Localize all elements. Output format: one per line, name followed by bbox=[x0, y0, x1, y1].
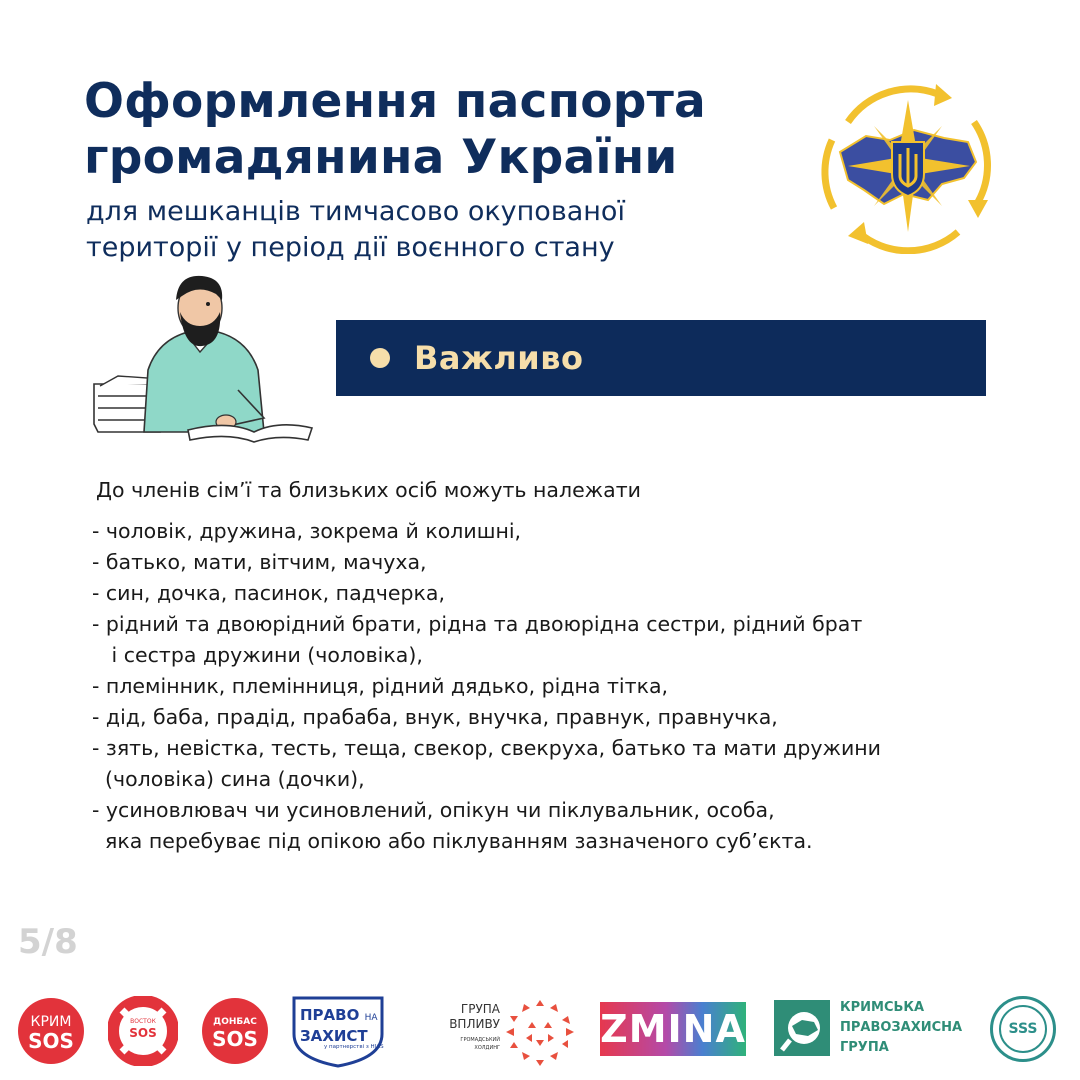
list-item: - чоловік, дружина, зокрема й колишні, bbox=[92, 519, 522, 543]
sss-logo bbox=[990, 996, 1056, 1062]
krymska-pravozakhysna-emblem bbox=[774, 1000, 830, 1056]
crimea-magnifier-icon bbox=[774, 1000, 830, 1056]
vostok-sos-logo bbox=[108, 996, 178, 1066]
hrupa-logo-line-3: ГРОМАДСЬКИЙ bbox=[460, 1037, 500, 1043]
hrupa-vplyvu-logo bbox=[430, 998, 580, 1068]
list-item: - рідний та двоюрідний брати, рідна та двоюрідна сестри, рідний брат bbox=[92, 612, 863, 636]
donbas-sos-logo bbox=[202, 998, 268, 1064]
pravo-logo-partner: у партнерстві з HIAS bbox=[324, 1044, 384, 1050]
page-subtitle bbox=[86, 194, 806, 266]
krym-sos-logo-top: КРИМ bbox=[30, 1014, 72, 1030]
intro-text: До членів сім’ї та близьких осіб можуть належати bbox=[96, 478, 641, 502]
krymska-logo-line-1: КРИМСЬКА bbox=[840, 1000, 925, 1015]
krym-sos-logo-bottom: SOS bbox=[28, 1029, 74, 1053]
zmina-logo bbox=[600, 1002, 746, 1056]
pravo-logo-word-1: ПРАВО bbox=[300, 1006, 360, 1024]
krymska-logo-line-3: ГРУПА bbox=[840, 1040, 889, 1055]
list-item: - усиновлювач чи усиновлений, опікун чи піклувальник, особа, bbox=[92, 798, 775, 822]
krym-sos-logo bbox=[18, 998, 84, 1064]
hrupa-logo-line-2: ВПЛИВУ bbox=[449, 1017, 500, 1031]
page-indicator: 5/8 bbox=[18, 922, 78, 962]
arrows-burst-icon bbox=[502, 998, 578, 1068]
partner-logos bbox=[0, 990, 1080, 1070]
zmina-logo-text: ZMINA bbox=[600, 1007, 746, 1051]
subtitle-line-1: для мешканців тимчасово окупованої bbox=[86, 196, 625, 227]
pravo-logo-word-2: НА bbox=[364, 1013, 378, 1023]
pravo-na-zakhyst-logo bbox=[290, 994, 386, 1068]
krymska-logo-line-2: ПРАВОЗАХИСНА bbox=[840, 1020, 963, 1035]
pravo-logo-word-3: ЗАХИСТ bbox=[300, 1027, 368, 1045]
hrupa-logo-line-4: ХОЛДИНГ bbox=[474, 1045, 500, 1051]
page-title bbox=[84, 74, 804, 186]
title-line-1: Оформлення паспорта bbox=[84, 74, 706, 129]
donbas-sos-logo-bottom: SOS bbox=[212, 1027, 258, 1051]
vostok-sos-logo-top: ВОСТОК bbox=[130, 1018, 156, 1025]
bullet-dot-icon bbox=[370, 348, 390, 368]
vostok-sos-logo-bottom: SOS bbox=[129, 1026, 157, 1040]
hrupa-logo-line-1: ГРУПА bbox=[460, 1002, 500, 1016]
list-item: - син, дочка, пасинок, падчерка, bbox=[92, 581, 446, 605]
banner-label: Важливо bbox=[414, 339, 584, 377]
list-item: - дід, баба, прадід, прабаба, внук, внучка, правнук, правнучка, bbox=[92, 705, 778, 729]
donbas-sos-logo-top: ДОНБАС bbox=[213, 1017, 257, 1027]
important-banner bbox=[336, 320, 986, 396]
sss-logo-text: SSS bbox=[999, 1005, 1047, 1053]
krymska-pravozakhysna-text bbox=[840, 998, 962, 1058]
man-reading-illustration bbox=[88, 270, 318, 450]
list-item: і сестра дружини (чоловіка), bbox=[92, 643, 423, 667]
list-item: яка перебуває під опікою або піклуванням зазначеного суб’єкта. bbox=[92, 829, 813, 853]
list-item: - батько, мати, вітчим, мачуха, bbox=[92, 550, 427, 574]
migration-service-emblem-icon bbox=[818, 82, 998, 254]
subtitle-line-2: території у період дії воєнного стану bbox=[86, 232, 615, 263]
list-item: (чоловіка) сина (дочки), bbox=[92, 767, 365, 791]
list-item: - зять, невістка, тесть, теща, свекор, свекруха, батько та мати дружини bbox=[92, 736, 882, 760]
title-line-2: громадянина України bbox=[84, 130, 678, 185]
relatives-list bbox=[92, 516, 881, 857]
list-item: - племінник, племінниця, рідний дядько, рідна тітка, bbox=[92, 674, 669, 698]
